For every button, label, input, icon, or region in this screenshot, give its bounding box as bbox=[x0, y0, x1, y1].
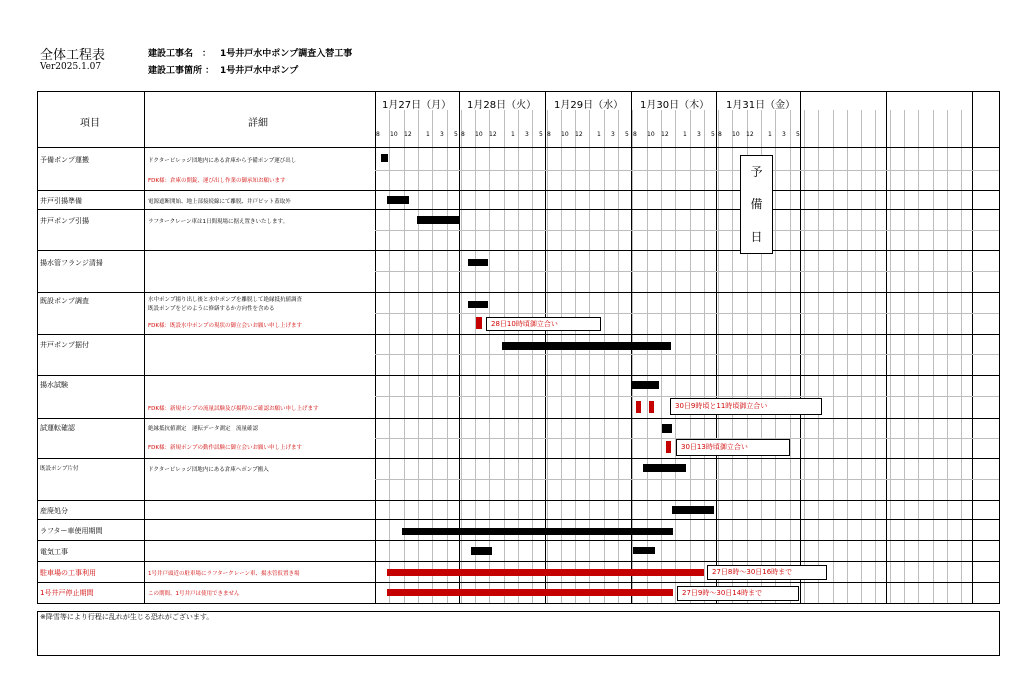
detail-note: FDK様：新規ポンプの流量試験及び揚程のご確認お願い申し上げます bbox=[148, 406, 319, 412]
item-label: 予備ポンプ運搬 bbox=[40, 156, 89, 164]
grid-line bbox=[790, 110, 791, 603]
grid-line bbox=[675, 110, 676, 603]
detail-text: 電源遮断開始、地上部接続線にて離脱、井戸ピット蓋取外 bbox=[148, 199, 291, 205]
detail-text: 絶縁抵抗値測定 運転データ測定 流量確認 bbox=[148, 426, 259, 432]
grid-line bbox=[37, 91, 999, 92]
hour-tick-label: 10 bbox=[732, 131, 740, 138]
detail-column-header: 詳細 bbox=[248, 118, 268, 129]
hour-tick-label: 12 bbox=[489, 131, 497, 138]
hour-tick-label: 8 bbox=[633, 131, 637, 138]
detail-note: 1号井戸頭近の駐車場にラフタークレーン車、揚水管仮置き場 bbox=[148, 571, 300, 577]
hour-tick-label: 5 bbox=[454, 131, 458, 138]
grid-line bbox=[37, 540, 999, 541]
hour-tick-label: 5 bbox=[711, 131, 715, 138]
gantt-bar bbox=[387, 569, 704, 576]
grid-line bbox=[690, 110, 691, 603]
grid-line bbox=[861, 110, 862, 603]
hour-tick-label: 5 bbox=[625, 131, 629, 138]
reserve-day-box bbox=[740, 155, 773, 254]
grid-line bbox=[375, 91, 376, 603]
grid-line bbox=[775, 110, 776, 603]
gantt-bar bbox=[471, 547, 492, 555]
grid-line bbox=[999, 91, 1000, 604]
grid-line bbox=[716, 91, 717, 603]
grid-line bbox=[375, 271, 999, 272]
reserve-day-char: 備 bbox=[750, 197, 763, 212]
detail-text: 水中ポンプ揚り出し後と水中ポンプを離脱して絶縁抵抗値調査 bbox=[148, 297, 303, 303]
hour-tick-label: 12 bbox=[746, 131, 754, 138]
project-name-label: 建設工事名 ： bbox=[148, 49, 212, 59]
hour-tick-label: 3 bbox=[525, 131, 529, 138]
hour-tick-label: 3 bbox=[611, 131, 615, 138]
day-header-0128: 1月28日（火） bbox=[467, 100, 537, 111]
gantt-bar bbox=[632, 381, 659, 389]
grid-line bbox=[375, 170, 999, 171]
detail-note: FDK様：新規ポンプの動作試験に御立会いお願い申し上げます bbox=[148, 445, 303, 451]
hour-tick-label: 5 bbox=[539, 131, 543, 138]
hour-tick-label: 1 bbox=[597, 131, 601, 138]
grid-line bbox=[389, 110, 390, 603]
hour-tick-label: 8 bbox=[547, 131, 551, 138]
gantt-bar bbox=[387, 196, 409, 204]
grid-line bbox=[847, 110, 848, 603]
grid-line bbox=[37, 209, 999, 210]
grid-line bbox=[732, 110, 733, 603]
hour-tick-label: 10 bbox=[475, 131, 483, 138]
grid-line bbox=[972, 91, 973, 603]
grid-line bbox=[37, 334, 999, 335]
grid-line bbox=[37, 292, 999, 293]
grid-line bbox=[375, 230, 999, 231]
gantt-bar bbox=[643, 464, 686, 472]
grid-line bbox=[37, 418, 999, 419]
footer-note: ※降雪等により行程に乱れが生じる恐れがございます。 bbox=[40, 613, 214, 621]
gantt-bar bbox=[468, 301, 488, 308]
reserve-day-char: 予 bbox=[750, 165, 763, 180]
callout-label: 30日9時頃と11時頃御立合い bbox=[670, 398, 822, 415]
gantt-bar bbox=[468, 259, 488, 266]
detail-note: FDK様：倉庫の開錠、運び出し作業の御承知お願います bbox=[148, 178, 286, 184]
grid-line bbox=[961, 110, 962, 603]
grid-line bbox=[704, 110, 705, 603]
callout-label: 30日13時頃御立合い bbox=[676, 439, 790, 456]
item-label: 井戸ポンプ引揚 bbox=[40, 217, 89, 225]
grid-line bbox=[37, 250, 999, 251]
grid-line bbox=[37, 519, 999, 520]
gantt-bar bbox=[402, 528, 673, 535]
grid-line bbox=[37, 375, 999, 376]
item-label: 試運転確認 bbox=[40, 424, 75, 432]
callout-label: 27日8時～30日16時まで bbox=[707, 565, 827, 580]
gantt-bar bbox=[672, 506, 714, 514]
project-name-value: 1号井戸水中ポンプ調査入替工事 bbox=[220, 49, 353, 59]
item-label: 既設ポンプ片付 bbox=[40, 466, 79, 472]
item-label: 揚水管フランジ清掃 bbox=[40, 259, 103, 267]
item-label: 井戸ポンプ据付 bbox=[40, 341, 89, 349]
gantt-marker bbox=[649, 401, 654, 413]
grid-line bbox=[459, 91, 460, 603]
grid-line bbox=[947, 110, 948, 603]
day-header-0131: 1月31日（金） bbox=[726, 100, 796, 111]
project-location-value: 1号井戸水中ポンプ bbox=[220, 66, 299, 76]
grid-line bbox=[999, 611, 1000, 656]
hour-tick-label: 10 bbox=[647, 131, 655, 138]
grid-line bbox=[375, 479, 999, 480]
item-label: 井戸引揚準備 bbox=[40, 197, 82, 205]
gantt-bar bbox=[381, 154, 388, 162]
grid-line bbox=[37, 500, 999, 501]
hour-tick-label: 1 bbox=[426, 131, 430, 138]
hour-tick-label: 1 bbox=[768, 131, 772, 138]
hour-tick-label: 8 bbox=[376, 131, 380, 138]
hour-tick-label: 12 bbox=[575, 131, 583, 138]
document-title: 全体工程表 bbox=[40, 48, 106, 63]
grid-line bbox=[375, 396, 999, 397]
day-header-0127: 1月27日（月） bbox=[382, 100, 452, 111]
item-label: 駐車場の工事利用 bbox=[40, 569, 96, 577]
grid-line bbox=[833, 110, 834, 603]
detail-note: FDK様：既設水中ポンプの現状の御立会いお願い申し上げます bbox=[148, 323, 303, 329]
grid-line bbox=[890, 110, 891, 603]
grid-line bbox=[800, 91, 801, 603]
reserve-day-char: 日 bbox=[750, 229, 763, 244]
grid-line bbox=[37, 655, 999, 656]
document-version: Ver2025.1.07 bbox=[40, 62, 102, 72]
gantt-marker bbox=[666, 441, 671, 453]
item-label: 1号井戸停止期間 bbox=[40, 589, 94, 597]
grid-line bbox=[37, 91, 38, 603]
day-header-0129: 1月29日（水） bbox=[554, 100, 624, 111]
grid-line bbox=[37, 561, 999, 562]
item-label: 産廃処分 bbox=[40, 507, 68, 515]
hour-tick-label: 8 bbox=[461, 131, 465, 138]
gantt-bar bbox=[662, 424, 672, 433]
gantt-marker bbox=[476, 317, 482, 329]
grid-line bbox=[37, 458, 999, 459]
item-label: 揚水試験 bbox=[40, 381, 68, 389]
grid-line bbox=[37, 582, 999, 583]
hour-tick-label: 8 bbox=[718, 131, 722, 138]
project-location-label: 建設工事箇所 ： bbox=[148, 66, 215, 76]
item-label: ラフター車使用期間 bbox=[40, 527, 103, 535]
item-label: 電気工事 bbox=[40, 548, 68, 556]
grid-line bbox=[718, 110, 719, 603]
callout-label: 28日10時頃御立合い bbox=[486, 317, 601, 331]
grid-line bbox=[804, 110, 805, 603]
grid-line bbox=[37, 190, 999, 191]
callout-label: 27日9時～30日14時まで bbox=[677, 586, 799, 601]
hour-tick-label: 12 bbox=[661, 131, 669, 138]
hour-tick-label: 1 bbox=[683, 131, 687, 138]
gantt-bar bbox=[502, 342, 671, 350]
hour-tick-label: 12 bbox=[404, 131, 412, 138]
grid-line bbox=[37, 611, 38, 655]
hour-tick-label: 5 bbox=[796, 131, 800, 138]
grid-line bbox=[375, 313, 999, 314]
grid-line bbox=[875, 110, 876, 603]
grid-line bbox=[37, 603, 999, 604]
detail-text: ラフタークレーン車は1日間現場に据え置きいたします。 bbox=[148, 219, 289, 225]
grid-line bbox=[904, 110, 905, 603]
grid-line bbox=[144, 91, 145, 603]
item-label: 既設ポンプ調査 bbox=[40, 297, 89, 305]
detail-text: ドクタービレッジ団地内にある倉庫へポンプ搬入 bbox=[148, 467, 269, 473]
item-column-header: 項目 bbox=[80, 118, 100, 129]
gantt-bar bbox=[387, 589, 673, 596]
grid-line bbox=[37, 147, 999, 148]
hour-tick-label: 10 bbox=[561, 131, 569, 138]
gantt-bar bbox=[417, 216, 459, 224]
hour-tick-label: 3 bbox=[782, 131, 786, 138]
grid-line bbox=[375, 354, 999, 355]
day-header-0130: 1月30日（木） bbox=[640, 100, 710, 111]
detail-text: 既設ポンプをどのように修繕するか方向性を含める bbox=[148, 306, 275, 312]
gantt-bar bbox=[633, 547, 655, 554]
hour-tick-label: 10 bbox=[390, 131, 398, 138]
grid-line bbox=[918, 110, 919, 603]
grid-line bbox=[818, 110, 819, 603]
detail-note: この期間、1号井戸は使用できません bbox=[148, 591, 240, 597]
hour-tick-label: 3 bbox=[440, 131, 444, 138]
hour-tick-label: 3 bbox=[697, 131, 701, 138]
grid-line bbox=[933, 110, 934, 603]
grid-line bbox=[886, 91, 887, 603]
hour-tick-label: 1 bbox=[511, 131, 515, 138]
detail-text: ドクタービレッジ団地内にある倉庫から予備ポンプ運び出し bbox=[148, 158, 297, 164]
gantt-marker bbox=[636, 401, 641, 413]
